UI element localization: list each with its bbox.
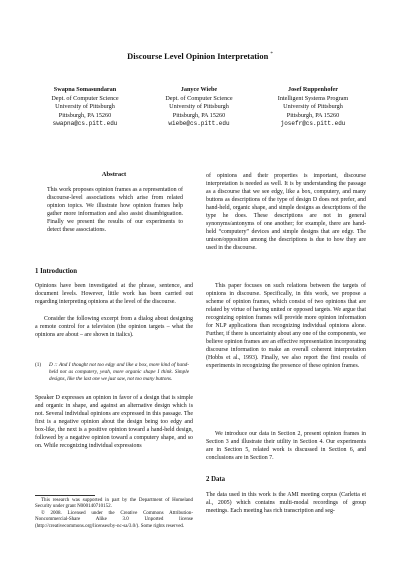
author-university: University of Pittsburgh bbox=[55, 103, 115, 111]
footnote bbox=[35, 498, 193, 530]
author-dept: Dept. of Computer Science bbox=[165, 94, 233, 102]
author-dept: Dept. of Computer Science bbox=[51, 94, 119, 102]
abstract-body: This work proposes opinion frames as a representation of discourse-level associations which arise from related opinion topics. We illustrate how opinion frames help gather more information and also assist disambiguation. Finally we present the results of our experiments to detect these associations. bbox=[47, 187, 183, 234]
author-dept: Intelligent Systems Program bbox=[277, 94, 349, 102]
author-email[interactable]: wiebe@cs.pitt.edu bbox=[168, 120, 230, 128]
author-email[interactable]: swapna@cs.pitt.edu bbox=[52, 120, 118, 128]
example-text: D :: And I thought not too edgy and like a box, more kind of hand-held not as computery, yeah, more organic shape I think. Simple designs, like the last one we just saw, not too many buttons. bbox=[49, 362, 189, 382]
intro-paragraph-1: Opinions have been investigated at the phrase, sentence, and document levels. However, little work has been carried out regarding interpreting opinions at the level of the discourse. bbox=[35, 283, 193, 306]
title-text: Discourse Level Opinion Interpretation bbox=[127, 52, 269, 61]
right-paragraph-3: We introduce our data in Section 2, present opinion frames in Section 3 and illustrate their utility in Section 4. Our experiments are in Section 5, related work is discussed in Section 6, and conclusions are in Section 7. bbox=[206, 431, 366, 462]
author-address: Pittsburgh, PA 15260 bbox=[172, 111, 226, 119]
footnote-funding: This research was supported in part by the Department of Homeland Security under grant N000140710152. bbox=[35, 498, 193, 510]
section-heading-data: 2 Data bbox=[206, 476, 226, 483]
paper-title bbox=[0, 52, 400, 61]
author-address: Pittsburgh, PA 15260 bbox=[58, 111, 112, 119]
author-name: Janyce Wiebe bbox=[180, 86, 218, 93]
section-heading-introduction: 1 Introduction bbox=[35, 268, 77, 275]
author-name: Swapna Somasundaran bbox=[53, 86, 117, 93]
author-university: University of Pittsburgh bbox=[283, 103, 343, 111]
intro-paragraph-2: Consider the following excerpt from a dialog about designing a remote control for a television (the opinion targets – what the opinions are about – are shown in italics). bbox=[35, 316, 193, 339]
example-number: (1) bbox=[35, 362, 42, 368]
right-paragraph-1: of opinions and their properties is important, discourse interpretation is needed as well. It is by understanding the passage as a discourse that we see edgy, like a box, computery, and many buttons as descriptions of the type of design D does not prefer, and hand-held, organic shape, and simple designs as descriptions of the type he does. These descriptions are not in general synonyms/antonyms of one another; for example, there are hand-held “computery” devices and simple designs that are edgy. The unison/opposition among the descriptions is due to how they are used in the discourse. bbox=[206, 173, 366, 252]
author-address: Pittsburgh, PA 15260 bbox=[286, 111, 340, 119]
intro-paragraph-3: Speaker D expresses an opinion in favor of a design that is simple and organic in shape, and against an alternative design which is not. Several individual opinions are expressed in this passage. The first is a negative opinion about the design being too edgy and box-like, the next is a positive opinion toward a hand-held design, followed by a negative opinion toward a computery shape, and so on. While recognizing individual expressions bbox=[35, 395, 193, 450]
footnote-license: © 2008. Licensed under the Creative Commons Attribution-Noncommercial-Share Alike 3.0 Unported license (http://creativecommons.org/licenses/by-nc-sa/3.0/). Some rights reserved. bbox=[35, 510, 193, 529]
title-footnote-mark: * bbox=[270, 52, 273, 58]
author-3 bbox=[253, 86, 373, 129]
abstract-heading: Abstract bbox=[101, 171, 127, 178]
author-email[interactable]: josefr@cs.pitt.edu bbox=[280, 120, 346, 128]
author-1 bbox=[25, 86, 145, 129]
right-paragraph-2: This paper focuses on such relations between the targets of opinions in discourse. Specifically, in this work, we propose a scheme of opinion frames, which consist of two opinions that are related by virtue of having united or opposed targets. We argue that recognizing opinion frames will provide more opinion information for NLP applications than recognizing individual opinions alone. Further, if there is uncertainty about any one of the components, we believe opinion frames are an effective representation incorporating discourse information to make an overall coherent interpretation (Hobbs et al., 1993). Finally, we also report the first results of experiments in recognizing the presence of these opinion frames. bbox=[206, 283, 366, 370]
author-university: University of Pittsburgh bbox=[169, 103, 229, 111]
author-name: Josef Ruppenhofer bbox=[287, 86, 339, 93]
author-2 bbox=[139, 86, 259, 129]
data-paragraph-1: The data used in this work is the AMI meeting corpus (Carletta et al., 2005) which contains multi-modal recordings of group meetings. Each meeting has rich transcription and seg- bbox=[206, 492, 366, 515]
footnote-rule bbox=[35, 495, 95, 496]
